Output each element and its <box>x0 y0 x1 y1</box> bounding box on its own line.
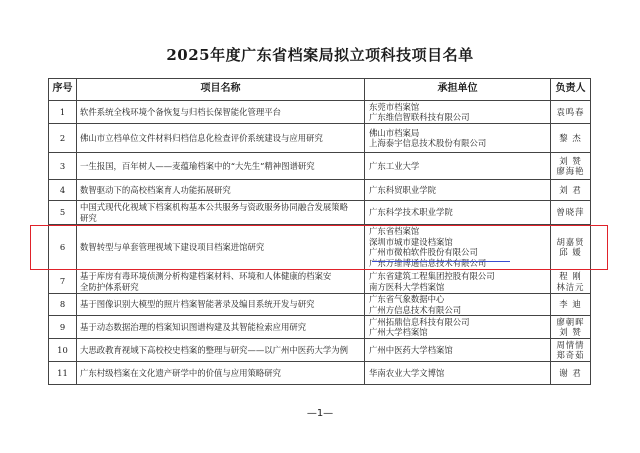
undertaking-unit-cell <box>365 101 551 124</box>
undertaking-unit-cell <box>365 180 551 201</box>
row-number: 1 <box>49 101 77 124</box>
project-leader-cell <box>551 225 591 270</box>
undertaking-unit-cell <box>365 294 551 316</box>
project-leader: 刘 赞 <box>559 155 582 166</box>
undertaking-unit-cell <box>365 124 551 153</box>
project-leader-cell <box>551 153 591 180</box>
table-body <box>49 101 591 385</box>
header-name: 项目名称 <box>77 79 365 101</box>
row-number: 10 <box>49 339 77 362</box>
undertaking-unit: 广东工业大学 <box>369 160 420 171</box>
project-leader: 廖海艳 <box>556 166 585 176</box>
project-leader: 周情情 <box>556 339 585 350</box>
table-row <box>49 362 591 385</box>
table-row <box>49 124 591 153</box>
project-leader-cell <box>551 201 591 225</box>
project-leader-cell <box>551 316 591 339</box>
row-number: 2 <box>49 124 77 153</box>
project-name: 研究 <box>80 212 97 223</box>
undertaking-unit: 广州方信息技术有限公司 <box>369 304 462 315</box>
project-name-cell <box>77 362 365 385</box>
undertaking-unit: 深圳市城市建设档案馆 <box>369 236 453 247</box>
undertaking-unit: 广东省档案馆 <box>369 226 420 236</box>
header-lead: 负责人 <box>551 79 591 101</box>
row-number: 6 <box>49 225 77 270</box>
undertaking-unit: 广东科学技术职业学院 <box>369 207 453 218</box>
project-name: 软件系统全栈环境个备恢复与归档长保智能化管理平台 <box>80 106 281 117</box>
row-number: 3 <box>49 153 77 180</box>
table-row <box>49 294 591 316</box>
project-name: 佛山市立档单位文件材料归档信息化检查评价系统建设与应用研究 <box>80 132 323 143</box>
project-name: 一生报国，百年树人——麦蕴瑜档案中的“大先生”精神图谱研究 <box>80 160 315 171</box>
project-name-cell <box>77 101 365 124</box>
project-name: 基于库房有毒环境侦测分析构建档案材料、环境和人体健康的档案安 <box>80 271 332 281</box>
project-leader: 廖朝晖 <box>556 316 585 327</box>
undertaking-unit: 南方医科大学档案馆 <box>369 281 445 292</box>
row-number: 11 <box>49 362 77 385</box>
project-table <box>48 78 591 385</box>
table-row <box>49 339 591 362</box>
project-leader-cell <box>551 362 591 385</box>
table-row <box>49 153 591 180</box>
project-leader: 郑奇茹 <box>556 350 585 360</box>
project-name-cell <box>77 124 365 153</box>
header-unit: 承担单位 <box>365 79 551 101</box>
undertaking-unit-cell <box>365 339 551 362</box>
undertaking-unit: 广州市微柏软件股份有限公司 <box>369 247 478 257</box>
undertaking-unit: 广东维信智联科技有限公司 <box>369 112 470 122</box>
table-row <box>49 316 591 339</box>
project-leader: 李 迪 <box>559 299 582 310</box>
undertaking-unit-cell <box>365 201 551 225</box>
project-name-cell <box>77 270 365 294</box>
undertaking-unit: 广东万维博通信息技术有限公司 <box>369 257 487 268</box>
row-number: 9 <box>49 316 77 339</box>
project-name-cell <box>77 225 365 270</box>
project-name: 大思政教育视域下高校校史档案的整理与研究——以广州中医药大学为例 <box>80 344 348 355</box>
header-no: 序号 <box>49 79 77 101</box>
page-number: —1— <box>306 408 334 419</box>
project-leader-cell <box>551 339 591 362</box>
undertaking-unit: 广州中医药大学档案馆 <box>369 344 453 355</box>
undertaking-unit: 佛山市档案局 <box>369 127 420 138</box>
table-row <box>49 270 591 294</box>
document-title: 2025年度广东省档案局拟立项科技项目名单 <box>166 46 474 64</box>
project-name-cell <box>77 339 365 362</box>
undertaking-unit-cell <box>365 153 551 180</box>
undertaking-unit: 上海泰宇信息技术股份有限公司 <box>369 138 487 148</box>
undertaking-unit: 广东科贸职业学院 <box>369 184 436 195</box>
project-name-cell <box>77 153 365 180</box>
row-number: 5 <box>49 201 77 225</box>
project-leader-cell <box>551 180 591 201</box>
project-name-cell <box>77 180 365 201</box>
undertaking-unit: 东莞市档案馆 <box>369 101 420 112</box>
project-leader: 刘 赞 <box>559 327 582 337</box>
undertaking-unit: 广州拓鼎信息科技有限公司 <box>369 316 470 327</box>
undertaking-unit: 广东省气象数据中心 <box>369 294 445 304</box>
project-leader-cell <box>551 270 591 294</box>
project-name: 广东村级档案在文化遗产研学中的价值与应用策略研究 <box>80 367 281 378</box>
project-leader-cell <box>551 294 591 316</box>
project-leader: 曾晓萍 <box>556 207 585 218</box>
project-leader: 刘 君 <box>559 184 582 195</box>
project-name: 数智转型与单套管理视域下建设项目档案进馆研究 <box>80 241 265 252</box>
project-leader-cell <box>551 124 591 153</box>
project-leader: 黎 杰 <box>559 132 582 143</box>
project-name: 中国式现代化视域下档案机构基本公共服务与资政服务协同融合发展策略 <box>80 202 348 212</box>
project-leader: 谢 君 <box>559 367 582 378</box>
undertaking-unit-cell <box>365 270 551 294</box>
undertaking-unit: 广州大学档案馆 <box>369 327 428 337</box>
table-row <box>49 225 591 270</box>
project-name-cell <box>77 316 365 339</box>
project-name: 基于动态数据治理的档案知识图谱构建及其智能检索应用研究 <box>80 321 307 332</box>
project-leader: 程 刚 <box>559 271 582 281</box>
project-leader: 林洁元 <box>556 281 585 292</box>
project-name: 数智驱动下的高校档案育人功能拓展研究 <box>80 184 231 195</box>
row-number: 7 <box>49 270 77 294</box>
undertaking-unit-cell <box>365 225 551 270</box>
project-leader: 邱 媛 <box>559 247 582 257</box>
undertaking-unit-cell <box>365 316 551 339</box>
table-header-row <box>49 79 591 101</box>
table-row <box>49 101 591 124</box>
project-leader-cell <box>551 101 591 124</box>
table-row <box>49 180 591 201</box>
row-number: 4 <box>49 180 77 201</box>
project-leader: 袁鸣春 <box>556 106 585 117</box>
project-name: 全防护体系研究 <box>80 281 139 292</box>
project-name-cell <box>77 294 365 316</box>
undertaking-unit: 广东省建筑工程集团控股有限公司 <box>369 271 495 281</box>
table-row <box>49 201 591 225</box>
row-number: 8 <box>49 294 77 316</box>
undertaking-unit: 华南农业大学文博馆 <box>369 367 445 378</box>
project-name: 基于图像识别大模型的照片档案智能著录及编目系统开发与研究 <box>80 299 315 310</box>
undertaking-unit-cell <box>365 362 551 385</box>
project-leader: 胡嘉贤 <box>556 236 585 247</box>
project-name-cell <box>77 201 365 225</box>
